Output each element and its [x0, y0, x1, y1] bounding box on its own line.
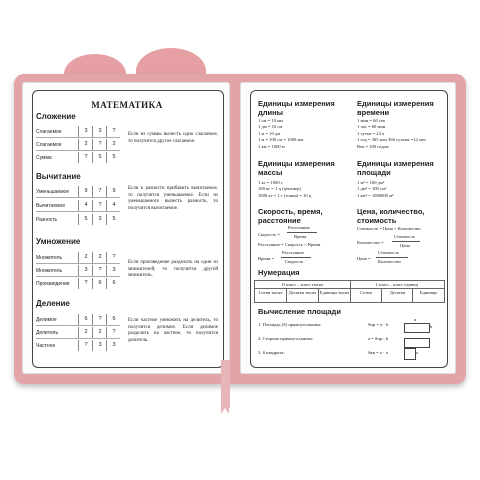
unit-line: 1 мин = 60 сек [357, 118, 386, 123]
bookmark-ribbon [221, 360, 230, 408]
area-formula-3: Sкв = a · a [368, 350, 388, 355]
table-cell: ? [92, 314, 107, 325]
table-cell: ? [92, 200, 107, 211]
fraction-numerator: Расстояние [288, 225, 310, 230]
table-cell: 6 [92, 278, 107, 289]
rule-note-multiplication: Если произведение разделить на один из множителей, то получится другой множитель. [128, 260, 218, 278]
heading-area-units [357, 160, 434, 177]
table-row [36, 327, 120, 338]
unit-line: 1 км = 1000 м [258, 143, 285, 149]
heading-mass-units [258, 160, 335, 177]
row-divider [36, 276, 120, 277]
table-cell: 2 [92, 252, 107, 263]
unit-line: 1 сутки = 24 ч [357, 130, 385, 136]
unit-line: 1 км² = 1000000 м² [357, 192, 394, 198]
page-title: МАТЕМАТИКА [91, 100, 163, 110]
row-label: Вычитаемое [36, 203, 66, 209]
table-row [36, 200, 120, 211]
section-heading-subtraction: Вычитание [36, 172, 81, 181]
heading-numbering: Нумерация [258, 268, 300, 277]
column-header: Десятки [389, 290, 406, 295]
row-divider [36, 263, 120, 264]
unit-line: 100 кг = 1 ц (центнер) [258, 186, 301, 192]
unit-line: 1 час = 60 мин [357, 124, 386, 130]
rectangle-diagram [404, 323, 433, 333]
heading-line: расстояние [258, 215, 301, 225]
row-divider [36, 137, 120, 138]
cost-formula: Стоимость = Цена × Количество [357, 226, 421, 231]
table-row [36, 252, 120, 263]
heading-line: Единицы измерения [357, 99, 434, 108]
unit-line: 1 м = 100 см = 1000 мм [258, 137, 304, 143]
row-label: Уменьшаемое [36, 189, 70, 195]
table-cell: 5 [106, 152, 121, 163]
heading-line: времени [357, 107, 390, 117]
heading-speed-time-distance [258, 208, 323, 225]
table-row [36, 214, 120, 225]
table-cell: 3 [92, 126, 107, 137]
table-cell: 6 [78, 314, 93, 325]
table-row [36, 314, 120, 325]
fraction-denominator: Количество [378, 259, 401, 264]
table-row [36, 126, 120, 137]
fraction-bar [392, 241, 420, 242]
table-cell: 3 [106, 340, 121, 351]
rule-note-division: Если частное умножить на делитель, то получится делимое. Если делимое разделить на частное, то получится делитель. [128, 318, 218, 343]
table-cell: 9 [78, 186, 93, 197]
section-heading-addition: Сложение [36, 112, 76, 121]
fraction-numerator: Стоимость [378, 250, 400, 255]
table-cell: 3 [92, 340, 107, 351]
table-cell: ? [92, 139, 107, 150]
table-cell: 6 [106, 314, 121, 325]
table-cell: 2 [78, 327, 93, 338]
table-row [36, 265, 120, 276]
table-cell: 4 [106, 200, 121, 211]
fraction-denominator: Скорость [285, 259, 304, 264]
table-row [36, 152, 120, 163]
table-cell: 2 [106, 139, 121, 150]
class-thousands-label: II класс – класс тысяч [282, 282, 323, 287]
row-label: Сумма [36, 155, 52, 161]
row-label: Множитель [36, 255, 63, 261]
heading-area-calculation: Вычисление площади [258, 307, 341, 316]
table-cell: ? [78, 340, 93, 351]
unit-line: 1 кг = 1000 г [258, 180, 283, 185]
unit-line: 1000 кг = 1 т (тонна) = 10 ц [258, 192, 312, 198]
rectangle-diagram [404, 338, 430, 348]
row-label: Слагаемое [36, 142, 62, 148]
column-header: Сотни тысяч [258, 290, 283, 295]
section-heading-multiplication: Умножение [36, 237, 81, 246]
fraction-bar [281, 257, 311, 258]
row-label: Частное [36, 343, 56, 349]
table-cell: 3 [78, 265, 93, 276]
class-units-label: I класс – класс единиц [376, 282, 418, 287]
table-row [36, 278, 120, 289]
table-cell: ? [92, 265, 107, 276]
row-label: Делимое [36, 317, 57, 323]
table-cell: ? [106, 126, 121, 137]
heading-line: Скорость, время, [258, 207, 323, 216]
table-cell: ? [106, 252, 121, 263]
row-divider [36, 325, 120, 326]
fraction-numerator: Стоимость [394, 234, 416, 239]
fraction-bar [376, 257, 408, 258]
unit-line: 1 год = 365 или 366 суткам =12 мес. [357, 137, 428, 143]
heading-line: Единицы измерения [258, 159, 335, 168]
table-cell: 7 [92, 186, 107, 197]
unit-line: 1 м = 10 дм [258, 130, 281, 136]
table-cell: 6 [106, 278, 121, 289]
table-row [36, 139, 120, 150]
row-label: Делитель [36, 330, 59, 336]
table-cell: 2 [78, 139, 93, 150]
rule-note-subtraction: Если к разности прибавить вычитаемое, то получится уменьшаемое. Если из уменьшаемого вычесть разность, то получится вычитаемое. [128, 186, 218, 211]
area-rule-2: 2. Сторона прямоугольника: [258, 336, 314, 341]
heading-length-units [258, 100, 335, 117]
row-divider [36, 338, 120, 339]
table-cell: ? [106, 327, 121, 338]
fraction-numerator: Расстояние [282, 250, 304, 255]
row-divider [36, 211, 120, 212]
table-cell: 5 [92, 152, 107, 163]
heading-line: длины [258, 107, 284, 117]
area-units-list [357, 180, 393, 199]
table-cell: ? [78, 278, 93, 289]
heading-line: Единицы измерения [357, 159, 434, 168]
distance-formula: Расстояние = Скорость × Время [258, 242, 321, 247]
table-cell: 2 [92, 327, 107, 338]
area-rule-3: 3. S квадрата: [258, 350, 285, 355]
column-header: Единицы [419, 290, 438, 295]
heading-line: массы [258, 167, 283, 177]
rule-note-addition: Если из суммы вычесть одно слагаемое, то получится другое слагаемое. [128, 132, 218, 144]
heading-line: площади [357, 167, 391, 177]
unit-line: Век = 100 годам [357, 143, 389, 149]
area-rule-1: 1. Площадь (S) прямоугольника: [258, 322, 322, 327]
table-cell: 9 [106, 186, 121, 197]
row-divider [36, 197, 120, 198]
row-divider [36, 150, 120, 151]
unit-line: 1 дм = 10 см [258, 124, 283, 130]
table-cell: ? [78, 152, 93, 163]
row-label: Произведение [36, 281, 70, 287]
row-label: Множитель [36, 268, 63, 274]
section-heading-division: Деление [36, 299, 70, 308]
time-units-list [357, 118, 427, 150]
heading-price-quantity-cost: Цена, количество, стоимость [357, 207, 425, 225]
column-header: Десятки тысяч [288, 290, 317, 295]
fraction-bar [287, 232, 317, 233]
fraction-denominator: Цена [400, 243, 410, 248]
table-cell: 4 [78, 200, 93, 211]
table-cell: 5 [78, 214, 93, 225]
fraction-denominator: Время [294, 234, 307, 239]
time-formula-label: Время = [258, 256, 275, 261]
unit-line: 1 м² = 100 дм² [357, 180, 385, 185]
row-label: Слагаемое [36, 129, 62, 135]
heading-line: Единицы измерения [258, 99, 335, 108]
rectangle-side-label: b [430, 324, 433, 329]
area-formula-2: a = Sпр : b [368, 336, 389, 341]
table-row [36, 186, 120, 197]
table-cell: 5 [106, 214, 121, 225]
numbering-table [254, 280, 445, 303]
table-cell: 3 [92, 214, 107, 225]
rectangle-side-label: a [414, 317, 417, 322]
heading-time-units [357, 100, 434, 117]
table-cell: 3 [106, 265, 121, 276]
price-formula-label: Цена = [357, 256, 371, 261]
length-units-list [258, 118, 303, 150]
mass-units-list [258, 180, 311, 199]
row-label: Разность [36, 217, 58, 223]
square-side-label: a [416, 350, 419, 355]
unit-line: 1 дм² = 100 см² [357, 186, 387, 192]
column-header: Сотни [360, 290, 372, 295]
table-row [36, 340, 120, 351]
area-formula-1: Sпр = a · b [368, 322, 389, 327]
speed-formula-label: Скорость = [258, 232, 280, 237]
column-header: Единицы тысяч [319, 290, 350, 295]
unit-line: 1 см = 10 мм [258, 118, 283, 123]
table-cell: 3 [78, 126, 93, 137]
quantity-formula-label: Количество = [357, 240, 384, 245]
table-cell: 2 [78, 252, 93, 263]
square-diagram [404, 348, 419, 360]
